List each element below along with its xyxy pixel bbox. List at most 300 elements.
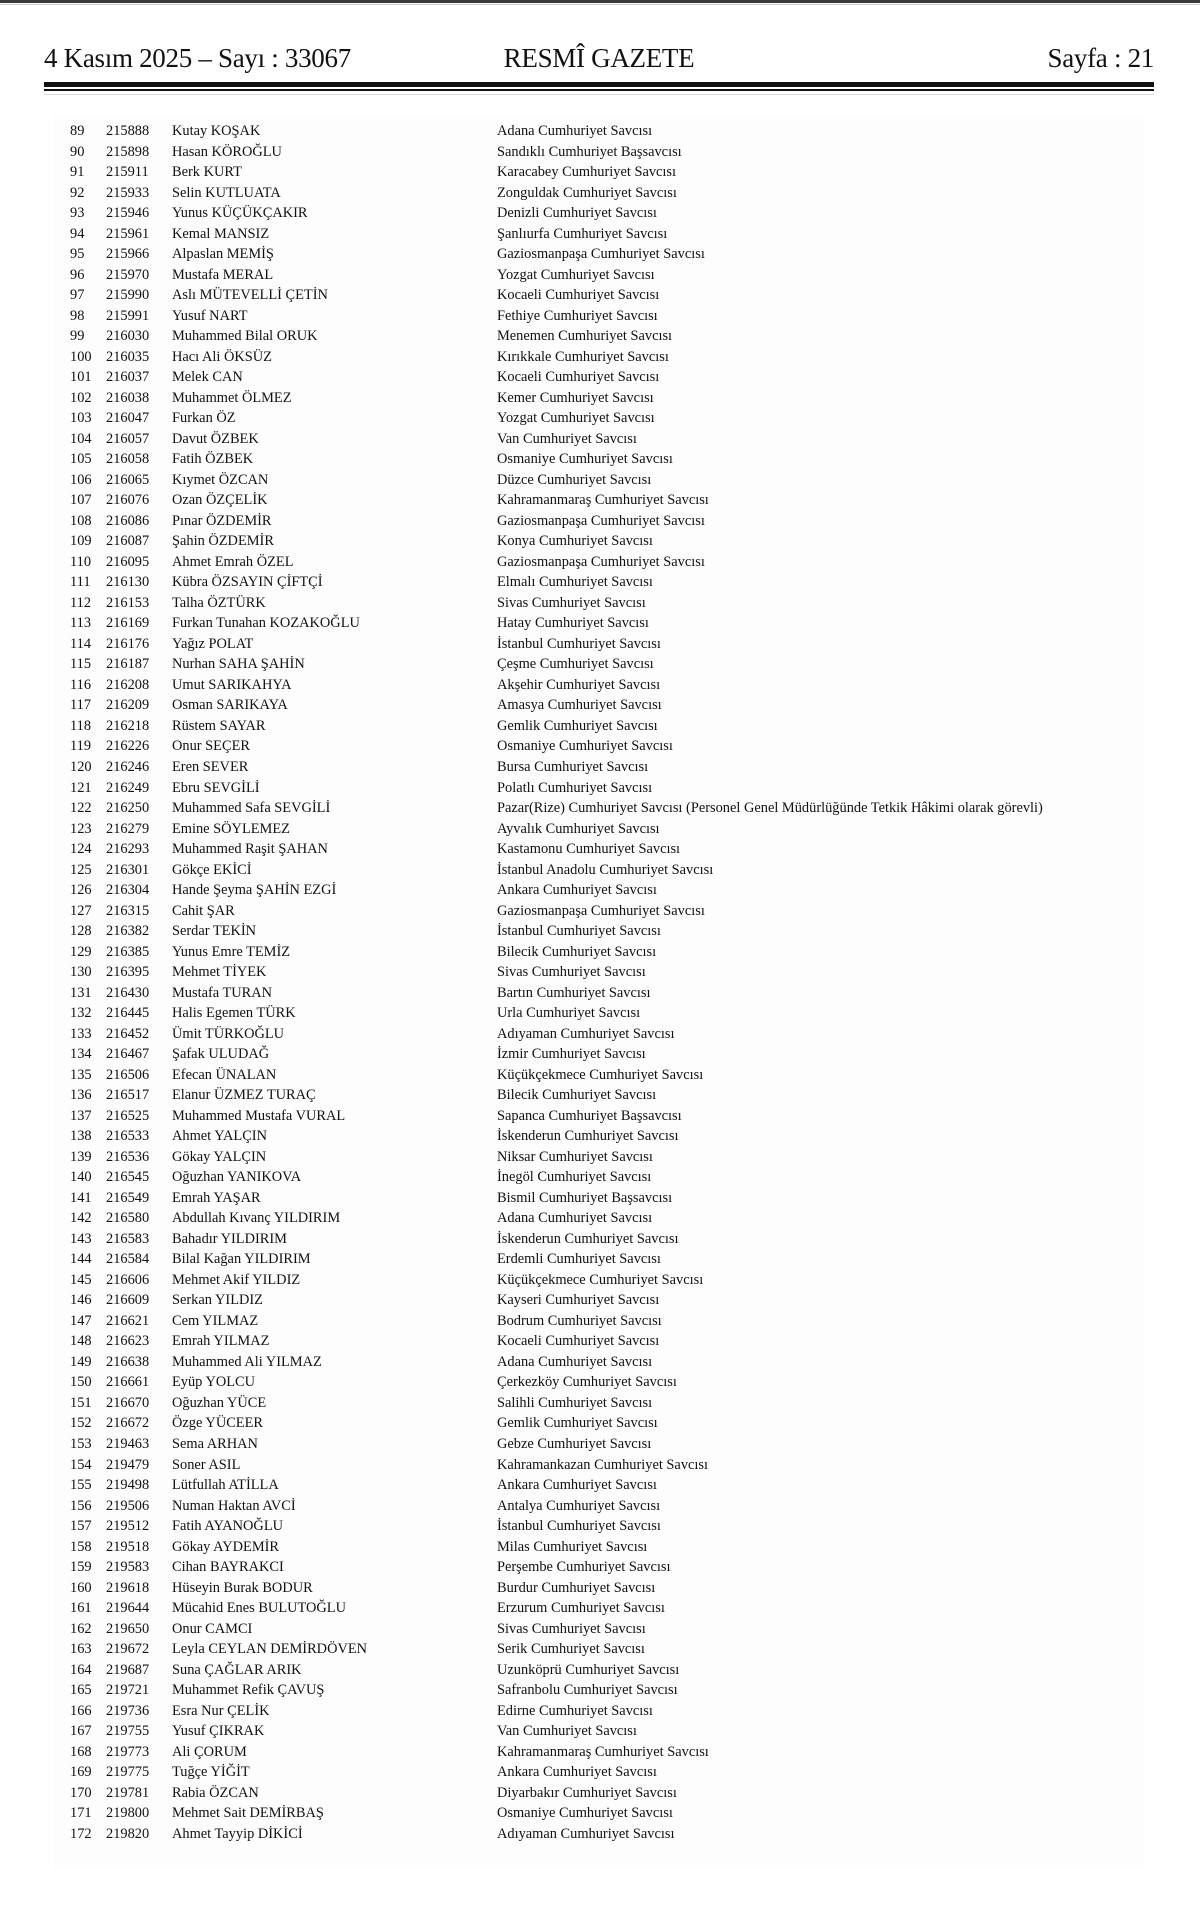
header-rule-thick	[44, 82, 1154, 87]
list-row	[0, 634, 1200, 655]
assigned-office: Kahramanmaraş Cumhuriyet Savcısı	[497, 492, 709, 509]
list-row	[0, 736, 1200, 757]
row-number: 106	[70, 471, 92, 488]
person-name: Halis Egemen TÜRK	[172, 1005, 296, 1022]
row-number: 94	[70, 225, 85, 242]
assigned-office: Gaziosmanpaşa Cumhuriyet Savcısı	[497, 512, 705, 529]
row-number: 111	[70, 574, 91, 591]
person-name: Emrah YILMAZ	[172, 1333, 270, 1350]
list-row	[0, 1413, 1200, 1434]
row-number: 96	[70, 266, 85, 283]
person-name: Selin KUTLUATA	[172, 184, 281, 201]
list-row	[0, 449, 1200, 470]
assigned-office: Ankara Cumhuriyet Savcısı	[497, 1764, 657, 1781]
assigned-office: Gaziosmanpaşa Cumhuriyet Savcısı	[497, 553, 705, 570]
list-row	[0, 1619, 1200, 1640]
registry-number: 216047	[106, 410, 150, 427]
row-number: 148	[70, 1333, 92, 1350]
assigned-office: Gaziosmanpaşa Cumhuriyet Savcısı	[497, 246, 705, 263]
registry-number: 216452	[106, 1025, 150, 1042]
registry-number: 216249	[106, 779, 150, 796]
registry-number: 219773	[106, 1743, 150, 1760]
assigned-office: Şanlıurfa Cumhuriyet Savcısı	[497, 225, 668, 242]
list-row	[0, 1557, 1200, 1578]
person-name: Muhammed Safa SEVGİLİ	[172, 800, 331, 817]
person-name: Ahmet Emrah ÖZEL	[172, 553, 294, 570]
list-row	[0, 1311, 1200, 1332]
row-number: 97	[70, 287, 85, 304]
registry-number: 216584	[106, 1251, 150, 1268]
person-name: Mehmet Akif YILDIZ	[172, 1271, 301, 1288]
registry-number: 216467	[106, 1046, 150, 1063]
person-name: Hande Şeyma ŞAHİN EZGİ	[172, 882, 337, 899]
row-number: 139	[70, 1148, 92, 1165]
registry-number: 216037	[106, 369, 150, 386]
list-row	[0, 593, 1200, 614]
list-row	[0, 901, 1200, 922]
assigned-office: Osmaniye Cumhuriyet Savcısı	[497, 738, 673, 755]
row-number: 135	[70, 1066, 92, 1083]
row-number: 140	[70, 1169, 92, 1186]
row-number: 93	[70, 205, 85, 222]
registry-number: 215898	[106, 143, 150, 160]
row-number: 162	[70, 1620, 92, 1637]
list-row	[0, 1516, 1200, 1537]
row-number: 144	[70, 1251, 92, 1268]
person-name: Aslı MÜTEVELLİ ÇETİN	[172, 287, 328, 304]
person-name: Tuğçe YİĞİT	[172, 1764, 250, 1781]
person-name: Bilal Kağan YILDIRIM	[172, 1251, 311, 1268]
list-row	[0, 1660, 1200, 1681]
assigned-office: Safranbolu Cumhuriyet Savcısı	[497, 1682, 678, 1699]
person-name: Lütfullah ATİLLA	[172, 1477, 279, 1494]
person-name: Esra Nur ÇELİK	[172, 1702, 270, 1719]
registry-number: 216609	[106, 1292, 150, 1309]
person-name: Numan Haktan AVCİ	[172, 1497, 296, 1514]
assigned-office: Perşembe Cumhuriyet Savcısı	[497, 1559, 671, 1576]
list-row	[0, 1721, 1200, 1742]
registry-number: 216095	[106, 553, 150, 570]
row-number: 121	[70, 779, 92, 796]
registry-number: 216445	[106, 1005, 150, 1022]
row-number: 117	[70, 697, 92, 714]
registry-number: 219518	[106, 1538, 150, 1555]
person-name: Umut SARIKAHYA	[172, 676, 292, 693]
assigned-office: Kayseri Cumhuriyet Savcısı	[497, 1292, 660, 1309]
row-number: 163	[70, 1641, 92, 1658]
person-name: Cahit ŞAR	[172, 902, 235, 919]
registry-number: 216385	[106, 943, 150, 960]
person-name: Rabia ÖZCAN	[172, 1784, 259, 1801]
person-name: Onur SEÇER	[172, 738, 250, 755]
assigned-office: Elmalı Cumhuriyet Savcısı	[497, 574, 653, 591]
row-number: 155	[70, 1477, 92, 1494]
registry-number: 216661	[106, 1374, 150, 1391]
list-row	[0, 326, 1200, 347]
list-row	[0, 1188, 1200, 1209]
row-number: 122	[70, 800, 92, 817]
person-name: Kübra ÖZSAYIN ÇİFTÇİ	[172, 574, 323, 591]
registry-number: 216517	[106, 1087, 150, 1104]
list-row	[0, 1106, 1200, 1127]
assigned-office: Karacabey Cumhuriyet Savcısı	[497, 164, 677, 181]
row-number: 134	[70, 1046, 92, 1063]
registry-number: 219781	[106, 1784, 150, 1801]
person-name: Serkan YILDIZ	[172, 1292, 263, 1309]
row-number: 115	[70, 656, 92, 673]
person-name: Yusuf ÇIKRAK	[172, 1723, 265, 1740]
list-row	[0, 1352, 1200, 1373]
person-name: Talha ÖZTÜRK	[172, 594, 266, 611]
person-name: Yunus Emre TEMİZ	[172, 943, 291, 960]
row-number: 123	[70, 820, 92, 837]
person-name: Ali ÇORUM	[172, 1743, 247, 1760]
registry-number: 216606	[106, 1271, 150, 1288]
registry-number: 215966	[106, 246, 150, 263]
person-name: Abdullah Kıvanç YILDIRIM	[172, 1210, 341, 1227]
list-row	[0, 1783, 1200, 1804]
list-row	[0, 716, 1200, 737]
assigned-office: Denizli Cumhuriyet Savcısı	[497, 205, 657, 222]
list-row	[0, 183, 1200, 204]
assigned-office: Kastamonu Cumhuriyet Savcısı	[497, 841, 681, 858]
person-name: Yunus KÜÇÜKÇAKIR	[172, 205, 308, 222]
row-number: 136	[70, 1087, 92, 1104]
registry-number: 216065	[106, 471, 150, 488]
assigned-office: Erdemli Cumhuriyet Savcısı	[497, 1251, 661, 1268]
list-row	[0, 285, 1200, 306]
registry-number: 219687	[106, 1661, 150, 1678]
registry-number: 216169	[106, 615, 150, 632]
registry-number: 216545	[106, 1169, 150, 1186]
person-name: Soner ASIL	[172, 1456, 241, 1473]
row-number: 133	[70, 1025, 92, 1042]
row-number: 124	[70, 841, 92, 858]
list-row	[0, 613, 1200, 634]
assigned-office: Sivas Cumhuriyet Savcısı	[497, 1620, 646, 1637]
registry-number: 216058	[106, 451, 150, 468]
list-row	[0, 778, 1200, 799]
list-row	[0, 1229, 1200, 1250]
assigned-office: Polatlı Cumhuriyet Savcısı	[497, 779, 653, 796]
assigned-office: Milas Cumhuriyet Savcısı	[497, 1538, 648, 1555]
list-row	[0, 675, 1200, 696]
registry-number: 216209	[106, 697, 150, 714]
page-header	[44, 38, 1154, 78]
person-name: Muhammed Ali YILMAZ	[172, 1353, 322, 1370]
person-name: Efecan ÜNALAN	[172, 1066, 277, 1083]
assigned-office: Uzunköprü Cumhuriyet Savcısı	[497, 1661, 680, 1678]
registry-number: 216670	[106, 1394, 150, 1411]
row-number: 171	[70, 1805, 92, 1822]
registry-number: 216395	[106, 964, 150, 981]
person-name: Osman SARIKAYA	[172, 697, 288, 714]
list-row	[0, 1578, 1200, 1599]
assigned-office: Menemen Cumhuriyet Savcısı	[497, 328, 673, 345]
assigned-office: Sapanca Cumhuriyet Başsavcısı	[497, 1107, 682, 1124]
top-border-shadow	[0, 4, 1200, 5]
registry-number: 216506	[106, 1066, 150, 1083]
top-border	[0, 0, 1200, 3]
list-row	[0, 1126, 1200, 1147]
list-row	[0, 1496, 1200, 1517]
list-row	[0, 1270, 1200, 1291]
person-name: Sema ARHAN	[172, 1436, 258, 1452]
row-number: 100	[70, 348, 92, 365]
person-name: Cem YILMAZ	[172, 1312, 259, 1329]
row-number: 165	[70, 1682, 92, 1699]
row-number: 128	[70, 923, 92, 940]
assigned-office: Düzce Cumhuriyet Savcısı	[497, 471, 652, 488]
registry-number: 219775	[106, 1764, 150, 1781]
assigned-office: Pazar(Rize) Cumhuriyet Savcısı (Personel Genel Müdürlüğünde Tetkik Hâkimi olarak görevli)	[497, 800, 1043, 817]
assigned-office: İstanbul Anadolu Cumhuriyet Savcısı	[497, 861, 714, 878]
row-number: 156	[70, 1497, 92, 1514]
list-row	[0, 1147, 1200, 1168]
person-name: Mücahid Enes BULUTOĞLU	[172, 1600, 346, 1617]
list-row	[0, 1208, 1200, 1229]
list-row	[0, 1167, 1200, 1188]
person-name: Ahmet Tayyip DİKİCİ	[172, 1825, 303, 1842]
assigned-office: Kemer Cumhuriyet Savcısı	[497, 389, 654, 406]
list-row	[0, 347, 1200, 368]
assigned-office: Küçükçekmece Cumhuriyet Savcısı	[497, 1066, 704, 1083]
row-number: 109	[70, 533, 92, 550]
person-name: Hacı Ali ÖKSÜZ	[172, 348, 272, 365]
assigned-office: İstanbul Cumhuriyet Savcısı	[497, 635, 661, 652]
registry-number: 219820	[106, 1825, 150, 1842]
list-row	[0, 408, 1200, 429]
row-number: 103	[70, 410, 92, 427]
person-name: Kutay KOŞAK	[172, 123, 261, 139]
assigned-office: Kocaeli Cumhuriyet Savcısı	[497, 1333, 660, 1350]
assigned-office: Hatay Cumhuriyet Savcısı	[497, 615, 649, 632]
list-row	[0, 470, 1200, 491]
person-name: Elanur ÜZMEZ TURAÇ	[172, 1087, 316, 1104]
list-row	[0, 962, 1200, 983]
assigned-office: Adıyaman Cumhuriyet Savcısı	[497, 1025, 675, 1042]
list-row	[0, 265, 1200, 286]
row-number: 151	[70, 1394, 92, 1411]
row-number: 102	[70, 389, 92, 406]
registry-number: 219618	[106, 1579, 150, 1596]
registry-number: 216130	[106, 574, 150, 591]
registry-number: 219506	[106, 1497, 150, 1514]
registry-number: 215946	[106, 205, 150, 222]
person-name: Emrah YAŞAR	[172, 1189, 261, 1206]
registry-number: 216623	[106, 1333, 150, 1350]
registry-number: 219721	[106, 1682, 150, 1699]
assigned-office: Gemlik Cumhuriyet Savcısı	[497, 717, 658, 734]
person-name: Berk KURT	[172, 164, 242, 181]
list-row	[0, 1455, 1200, 1476]
registry-number: 215911	[106, 164, 149, 181]
registry-number: 216038	[106, 389, 150, 406]
person-name: Rüstem SAYAR	[172, 717, 266, 734]
registry-number: 216246	[106, 758, 150, 775]
list-row	[0, 1824, 1200, 1845]
row-number: 152	[70, 1415, 92, 1432]
person-name: Kemal MANSIZ	[172, 225, 270, 242]
list-row	[0, 1680, 1200, 1701]
list-row	[0, 880, 1200, 901]
row-number: 159	[70, 1559, 92, 1576]
registry-number: 216315	[106, 902, 150, 919]
list-row	[0, 1249, 1200, 1270]
row-number: 150	[70, 1374, 92, 1391]
registry-number: 216525	[106, 1107, 150, 1124]
assigned-office: Van Cumhuriyet Savcısı	[497, 430, 637, 447]
row-number: 149	[70, 1353, 92, 1370]
list-row	[0, 490, 1200, 511]
row-number: 143	[70, 1230, 92, 1247]
assigned-office: Gaziosmanpaşa Cumhuriyet Savcısı	[497, 902, 705, 919]
list-row	[0, 203, 1200, 224]
registry-number: 219498	[106, 1477, 150, 1494]
list-row	[0, 1003, 1200, 1024]
issue-info: 4 Kasım 2025 – Sayı : 33067	[44, 43, 351, 73]
assigned-office: Ayvalık Cumhuriyet Savcısı	[497, 820, 660, 837]
header-rule-thin	[44, 89, 1154, 91]
list-row	[0, 1475, 1200, 1496]
assigned-office: İnegöl Cumhuriyet Savcısı	[497, 1169, 652, 1186]
registry-number: 219644	[106, 1600, 150, 1617]
registry-number: 219650	[106, 1620, 150, 1637]
row-number: 168	[70, 1743, 92, 1760]
registry-number: 216533	[106, 1128, 150, 1145]
list-row	[0, 224, 1200, 245]
person-name: Yağız POLAT	[172, 635, 254, 652]
row-number: 164	[70, 1661, 92, 1678]
row-number: 153	[70, 1436, 92, 1452]
assigned-office: Konya Cumhuriyet Savcısı	[497, 533, 653, 550]
assigned-office: Kırıkkale Cumhuriyet Savcısı	[497, 348, 669, 365]
list-row	[0, 798, 1200, 819]
registry-number: 219800	[106, 1805, 150, 1822]
registry-number: 216382	[106, 923, 150, 940]
registry-number: 216304	[106, 882, 150, 899]
person-name: Özge YÜCEER	[172, 1415, 263, 1432]
person-name: Gökay AYDEMİR	[172, 1538, 280, 1555]
assigned-office: Bartın Cumhuriyet Savcısı	[497, 984, 651, 1001]
person-name: Oğuzhan YANIKOVA	[172, 1169, 302, 1186]
row-number: 112	[70, 594, 92, 611]
registry-number: 216087	[106, 533, 150, 550]
assigned-office: Bursa Cumhuriyet Savcısı	[497, 758, 649, 775]
assigned-office: Sivas Cumhuriyet Savcısı	[497, 964, 646, 981]
person-name: Eyüp YOLCU	[172, 1374, 256, 1391]
list-row	[0, 983, 1200, 1004]
person-name: Muhammed Raşit ŞAHAN	[172, 841, 328, 858]
assigned-office: Bilecik Cumhuriyet Savcısı	[497, 1087, 657, 1104]
registry-number: 216549	[106, 1189, 150, 1206]
assigned-office: Salihli Cumhuriyet Savcısı	[497, 1394, 653, 1411]
registry-number: 216187	[106, 656, 150, 673]
row-number: 141	[70, 1189, 92, 1206]
row-number: 126	[70, 882, 92, 899]
registry-number: 219479	[106, 1456, 150, 1473]
assigned-office: Yozgat Cumhuriyet Savcısı	[497, 410, 655, 427]
row-number: 125	[70, 861, 92, 878]
row-number: 145	[70, 1271, 92, 1288]
registry-number: 216536	[106, 1148, 150, 1165]
registry-number: 216153	[106, 594, 150, 611]
assigned-office: Zonguldak Cumhuriyet Savcısı	[497, 184, 677, 201]
list-row	[0, 121, 1200, 142]
person-name: Cihan BAYRAKCI	[172, 1559, 284, 1576]
assigned-office: Adana Cumhuriyet Savcısı	[497, 123, 653, 139]
assigned-office: Ankara Cumhuriyet Savcısı	[497, 882, 657, 899]
row-number: 137	[70, 1107, 92, 1124]
registry-number: 216250	[106, 800, 150, 817]
assigned-office: İskenderun Cumhuriyet Savcısı	[497, 1230, 679, 1247]
person-name: Mehmet TİYEK	[172, 964, 267, 981]
registry-number: 216226	[106, 738, 150, 755]
assigned-office: Amasya Cumhuriyet Savcısı	[497, 697, 662, 714]
row-number: 118	[70, 717, 92, 734]
person-name: Emine SÖYLEMEZ	[172, 820, 290, 837]
row-number: 158	[70, 1538, 92, 1555]
person-name: Muhammet ÖLMEZ	[172, 389, 292, 406]
assigned-office: Çerkezköy Cumhuriyet Savcısı	[497, 1374, 677, 1391]
registry-number: 215990	[106, 287, 150, 304]
assigned-office: Yozgat Cumhuriyet Savcısı	[497, 266, 655, 283]
header-rule-faint	[44, 94, 1154, 95]
person-name: Oğuzhan YÜCE	[172, 1394, 267, 1411]
row-number: 98	[70, 307, 85, 324]
registry-number: 216076	[106, 492, 150, 509]
registry-number: 219463	[106, 1436, 150, 1452]
assigned-office: Bismil Cumhuriyet Başsavcısı	[497, 1189, 673, 1206]
row-number: 147	[70, 1312, 92, 1329]
row-number: 160	[70, 1579, 92, 1596]
row-number: 169	[70, 1764, 92, 1781]
list-row	[0, 572, 1200, 593]
row-number: 105	[70, 451, 92, 468]
person-name: Davut ÖZBEK	[172, 430, 259, 447]
registry-number: 219672	[106, 1641, 150, 1658]
registry-number: 215933	[106, 184, 150, 201]
registry-number: 216430	[106, 984, 150, 1001]
row-number: 91	[70, 164, 85, 181]
person-name: Ahmet YALÇIN	[172, 1128, 267, 1145]
person-name: Fatih ÖZBEK	[172, 451, 254, 468]
person-name: Mehmet Sait DEMİRBAŞ	[172, 1805, 324, 1822]
person-name: Eren SEVER	[172, 758, 249, 775]
person-name: Fatih AYANOĞLU	[172, 1518, 284, 1535]
list-row	[0, 1639, 1200, 1660]
registry-number: 216638	[106, 1353, 150, 1370]
row-number: 172	[70, 1825, 92, 1842]
assigned-office: Osmaniye Cumhuriyet Savcısı	[497, 451, 673, 468]
list-row	[0, 1762, 1200, 1783]
person-name: Kıymet ÖZCAN	[172, 471, 269, 488]
list-row	[0, 367, 1200, 388]
assigned-office: Gemlik Cumhuriyet Savcısı	[497, 1415, 658, 1432]
registry-number: 216672	[106, 1415, 150, 1432]
person-name: Onur CAMCI	[172, 1620, 253, 1637]
person-name: Leyla CEYLAN DEMİRDÖVEN	[172, 1641, 368, 1658]
row-number: 130	[70, 964, 92, 981]
person-name: Gökay YALÇIN	[172, 1148, 267, 1165]
row-number: 92	[70, 184, 85, 201]
row-number: 170	[70, 1784, 92, 1801]
list-row	[0, 531, 1200, 552]
row-number: 95	[70, 246, 85, 263]
row-number: 116	[70, 676, 92, 693]
assigned-office: Van Cumhuriyet Savcısı	[497, 1723, 637, 1740]
registry-number: 216208	[106, 676, 150, 693]
